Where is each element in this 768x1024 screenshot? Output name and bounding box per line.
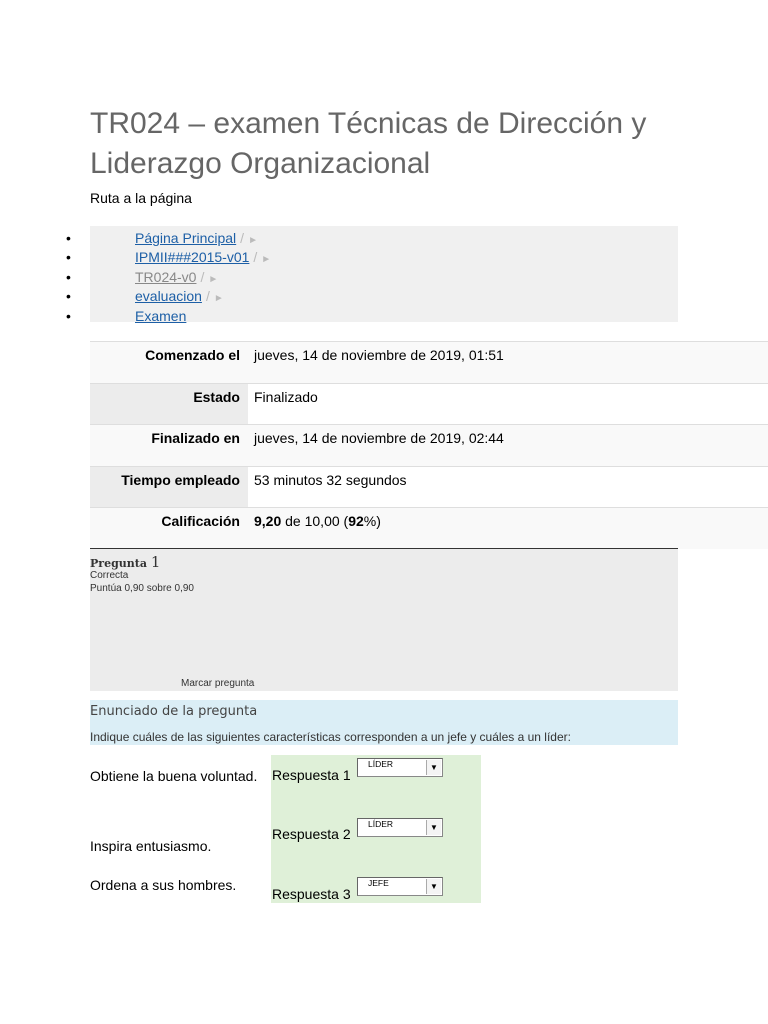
breadcrumb-link-course-group[interactable]: IPMII###2015-v01 xyxy=(135,249,250,266)
question-number-value: 1 xyxy=(150,553,161,571)
breadcrumb-item-course xyxy=(62,268,271,287)
answer-3-select[interactable] xyxy=(357,877,443,896)
answer-1-selected-value: LÍDER xyxy=(368,759,394,769)
grade-end: %) xyxy=(363,513,381,529)
page-title: TR024 – examen Técnicas de Dirección y Liderazgo Organizacional xyxy=(90,107,647,180)
question-prompt-heading: Enunciado de la pregunta xyxy=(90,704,258,719)
breadcrumb-separator: / xyxy=(200,268,205,285)
finished-value: jueves, 14 de noviembre de 2019, 02:44 xyxy=(254,430,504,446)
answer-row-2-text: Inspira entusiasmo. xyxy=(90,838,212,854)
finished-label: Finalizado en xyxy=(151,430,240,446)
answer-row-1-label: Respuesta 1 xyxy=(272,767,351,783)
answer-row-3-text: Ordena a sus hombres. xyxy=(90,877,237,893)
summary-row-finished xyxy=(90,425,768,467)
answer-1-select[interactable] xyxy=(357,758,443,777)
state-value: Finalizado xyxy=(248,383,768,425)
breadcrumb-link-exam[interactable]: Examen xyxy=(135,307,187,324)
breadcrumb-arrow-icon: ► xyxy=(248,235,258,246)
chevron-down-icon[interactable]: ▼ xyxy=(426,879,441,894)
grade-label: Calificación xyxy=(161,513,240,529)
breadcrumb-arrow-icon: ► xyxy=(208,273,219,285)
answer-row-2-label: Respuesta 2 xyxy=(272,826,351,842)
started-label: Comenzado el xyxy=(145,347,240,363)
flag-question-link[interactable]: Marcar pregunta xyxy=(181,678,255,689)
breadcrumb-link-home[interactable]: Página Principal xyxy=(135,230,237,246)
question-label: Pregunta xyxy=(90,557,147,570)
breadcrumb-heading: Ruta a la página xyxy=(90,190,192,206)
time-value: 53 minutos 32 segundos xyxy=(248,466,768,508)
breadcrumb-item-evaluation xyxy=(62,287,271,306)
chevron-down-icon[interactable]: ▼ xyxy=(426,760,441,775)
grade-score: 9,20 xyxy=(254,513,282,529)
summary-row-time xyxy=(90,466,768,508)
grade-value xyxy=(248,508,768,550)
breadcrumb-separator: / xyxy=(205,288,210,305)
answer-3-selected-value: JEFE xyxy=(368,878,389,888)
breadcrumb-arrow-icon: ► xyxy=(213,293,224,305)
answer-row-3-label: Respuesta 3 xyxy=(272,886,351,902)
summary-row-grade xyxy=(90,508,768,550)
breadcrumb xyxy=(62,229,271,326)
breadcrumb-link-evaluation[interactable]: evaluacion xyxy=(135,288,202,305)
breadcrumb-separator: / xyxy=(253,249,258,266)
state-label: Estado xyxy=(90,383,248,425)
answer-2-selected-value: LÍDER xyxy=(368,819,394,829)
breadcrumb-separator: / xyxy=(240,230,245,246)
question-prompt xyxy=(90,700,678,745)
summary-row-started xyxy=(90,342,768,384)
question-number xyxy=(90,553,160,571)
grade-of: de 10,00 ( xyxy=(281,513,349,529)
chevron-down-icon[interactable]: ▼ xyxy=(426,820,441,835)
breadcrumb-item-home xyxy=(62,229,271,248)
breadcrumb-item-course-group xyxy=(62,248,271,267)
breadcrumb-item-exam xyxy=(62,307,271,326)
breadcrumb-link-course[interactable]: TR024-v0 xyxy=(135,268,197,285)
breadcrumb-arrow-icon: ► xyxy=(261,254,272,266)
answer-row-1-text: Obtiene la buena voluntad. xyxy=(90,768,258,784)
question-info-panel xyxy=(90,548,678,691)
question-state: Correcta xyxy=(90,570,129,581)
started-value: jueves, 14 de noviembre de 2019, 01:51 xyxy=(254,347,504,363)
time-label: Tiempo empleado xyxy=(90,466,248,508)
grade-percent: 92 xyxy=(348,513,364,529)
question-grade: Puntúa 0,90 sobre 0,90 xyxy=(90,583,194,594)
question-prompt-text: Indique cuáles de las siguientes características corresponden a un jefe y cuáles a un líder: xyxy=(90,730,571,744)
summary-row-state xyxy=(90,383,768,425)
attempt-summary-table xyxy=(90,341,768,549)
answer-2-select[interactable] xyxy=(357,818,443,837)
